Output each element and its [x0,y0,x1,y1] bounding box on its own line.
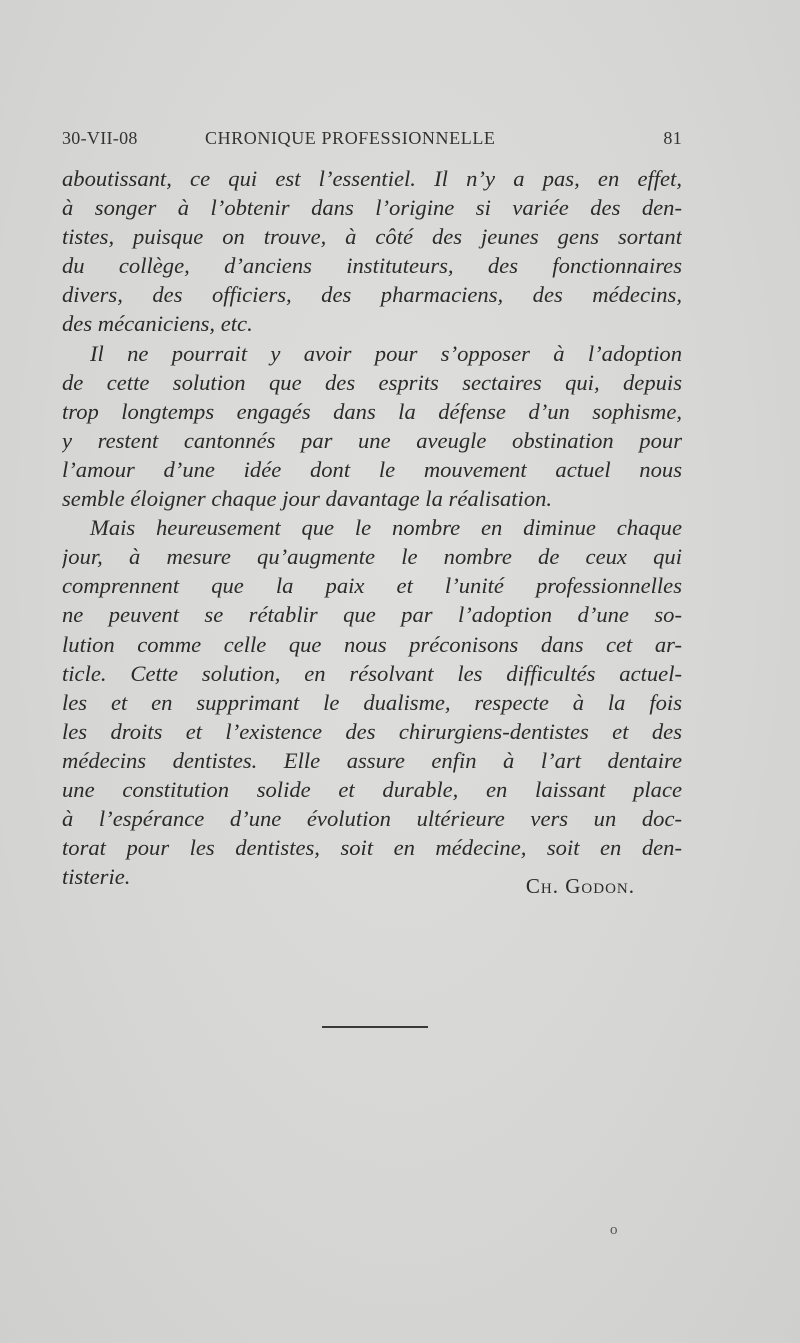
header-title: CHRONIQUE PROFESSIONNELLE [205,128,496,148]
text-line: aboutissant, ce qui est l’essentiel. Il n’y a pas, en effet, [62,166,682,191]
text-line: du collège, d’anciens instituteurs, des fonctionnaires [62,253,682,279]
paragraph-2 [62,339,682,514]
text-line: tisterie. [62,864,131,890]
text-line: semble éloigner chaque jour davantage la réalisation. [62,486,553,512]
author-signature [526,874,635,899]
text-line: de cette solution que des esprits sectaires qui, depuis [62,369,682,395]
section-divider [322,1026,428,1028]
text-line: Mais heureusement que le nombre en diminue chaque [90,515,682,541]
paragraph-3 [62,513,682,891]
paragraph-1 [62,164,682,339]
header-date: 30-VII-08 [62,128,138,148]
text-line: lution comme celle que nous préconisons dans cet ar- [62,631,682,657]
text-line: les et en supprimant le dualisme, respecte à la fois [62,689,682,715]
text-line: les droits et l’existence des chirurgiens-dentistes et des [62,718,682,744]
text-line: une constitution solide et durable, en laissant place [62,776,682,802]
signature-mark: o [610,1222,618,1238]
text-line: l’amour d’une idée dont le mouvement actuel nous [62,456,682,482]
signature-text: Ch. Godon. [525,874,635,898]
text-line: des mécaniciens, etc. [62,311,253,337]
text-line: torat pour les dentistes, soit en médecine, soit en den- [62,835,682,861]
text-line: à l’espérance d’une évolution ultérieure vers un doc- [62,806,682,832]
text-line: à songer à l’obtenir dans l’origine si variée des den- [62,195,682,221]
article-body [62,164,682,891]
text-line: ne peuvent se rétablir que par l’adoption d’une so- [62,602,682,628]
text-line: médecins dentistes. Elle assure enfin à l’art dentaire [62,747,682,773]
text-line: divers, des officiers, des pharmaciens, des médecins, [62,282,682,308]
text-line: y restent cantonnés par une aveugle obstination pour [62,427,682,453]
text-line: Il ne pourrait y avoir pour s’opposer à l’adoption [90,340,682,366]
page-number: 81 [663,128,682,148]
text-line: tistes, puisque on trouve, à côté des jeunes gens sortant [62,224,682,250]
text-line: jour, à mesure qu’augmente le nombre de ceux qui [62,544,682,570]
running-head [62,128,682,152]
text-line: comprennent que la paix et l’unité professionnelles [62,573,682,599]
text-line: trop longtemps engagés dans la défense d’un sophisme, [62,398,682,424]
text-line: ticle. Cette solution, en résolvant les difficultés actuel- [62,660,682,686]
